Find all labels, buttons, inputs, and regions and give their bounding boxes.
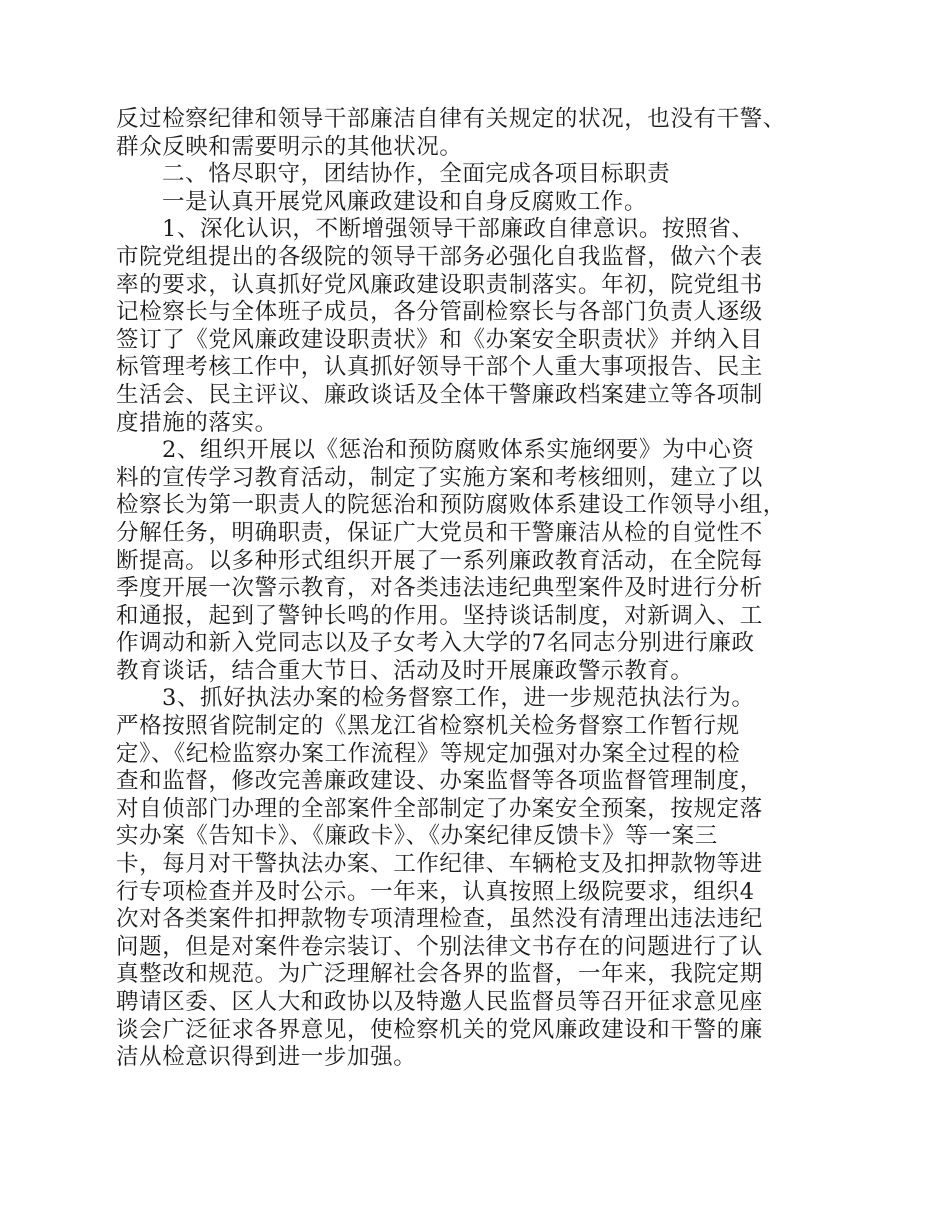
text-line: 标管理考核工作中，认真抓好领导干部个人重大事项报告、民主 (116, 354, 763, 381)
text-line: 真整改和规范。为广泛理解社会各界的监督，一年来，我院定期 (116, 961, 763, 988)
text-line: 作调动和新入党同志以及子女考入大学的7名同志分别进行廉政 (116, 630, 755, 657)
text-line: 料的宣传学习教育活动，制定了实施方案和考核细则，建立了以 (116, 464, 763, 491)
text-line: 率的要求，认真抓好党风廉政建设职责制落实。年初，院党组书 (116, 271, 763, 298)
text-line: 和通报，起到了警钟长鸣的作用。坚持谈话制度，对新调入、工 (116, 602, 763, 629)
text-line: 问题，但是对案件卷宗装订、个别法律文书存在的问题进行了认 (116, 933, 763, 960)
document-body (116, 106, 836, 1072)
text-line: 分解任务，明确职责，保证广大党员和干警廉洁从检的自觉性不 (116, 519, 763, 546)
text-line: 聘请区委、区人大和政协以及特邀人民监督员等召开征求意见座 (116, 989, 763, 1015)
paragraph-start: 3、抓好执法办案的检务督察工作，进一步规范执法行为。 (162, 685, 755, 712)
text-line: 反过检察纪律和领导干部廉洁自律有关规定的状况，也没有干警、 (116, 106, 786, 132)
paragraph-start: 1、深化认识，不断增强领导干部廉政自律意识。按照省、 (162, 216, 755, 243)
text-line: 群众反映和需要明示的其他状况。 (116, 133, 463, 160)
text-line: 生活会、民主评议、廉政谈话及全体干警廉政档案建立等各项制 (116, 381, 763, 408)
text-line: 严格按照省院制定的《黑龙江省检察机关检务督察工作暂行规 (116, 713, 740, 740)
text-line: 定》、《纪检监察办案工作流程》等规定加强对办案全过程的检 (116, 740, 741, 767)
text-line: 季度开展一次警示教育，对各类违法违纪典型案件及时进行分析 (116, 575, 763, 602)
text-line: 洁从检意识得到进一步加强。 (116, 1044, 417, 1071)
subsection-heading: 一是认真开展党风廉政建设和自身反腐败工作。 (162, 188, 648, 215)
section-heading: 二、恪尽职守，团结协作，全面完成各项目标职责 (162, 161, 671, 188)
text-line: 查和监督，修改完善廉政建设、办案监督等各项监督管理制度， (116, 768, 763, 795)
text-line: 断提高。以多种形式组织开展了一系列廉政教育活动，在全院每 (116, 547, 763, 574)
text-line: 教育谈话，结合重大节日、活动及时开展廉政警示教育。 (116, 657, 694, 684)
text-line: 实办案《告知卡》、《廉政卡》、《办案纪律反馈卡》等一案三 (116, 823, 718, 850)
text-line: 市院党组提出的各级院的领导干部务必强化自我监督，做六个表 (116, 243, 763, 270)
text-line: 签订了《党风廉政建设职责状》和《办案安全职责状》并纳入目 (116, 326, 763, 353)
text-line: 谈会广泛征求各界意见，使检察机关的党风廉政建设和干警的廉 (116, 1016, 763, 1043)
text-line: 行专项检查并及时公示。一年来，认真按照上级院要求，组织4 (116, 878, 755, 905)
text-line: 检察长为第一职责人的院惩治和预防腐败体系建设工作领导小组， (116, 492, 786, 519)
paragraph-start: 2、组织开展以《惩治和预防腐败体系实施纲要》为中心资 (162, 437, 755, 464)
text-line: 记检察长与全体班子成员，各分管副检察长与各部门负责人逐级 (116, 299, 763, 326)
text-line: 对自侦部门办理的全部案件全部制定了办案安全预案，按规定落 (116, 795, 763, 822)
text-line: 卡，每月对干警执法办案、工作纪律、车辆枪支及扣押款物等进 (116, 851, 763, 878)
text-line: 次对各类案件扣押款物专项清理检查，虽然没有清理出违法违纪 (116, 906, 763, 933)
text-line: 度措施的落实。 (116, 409, 278, 436)
